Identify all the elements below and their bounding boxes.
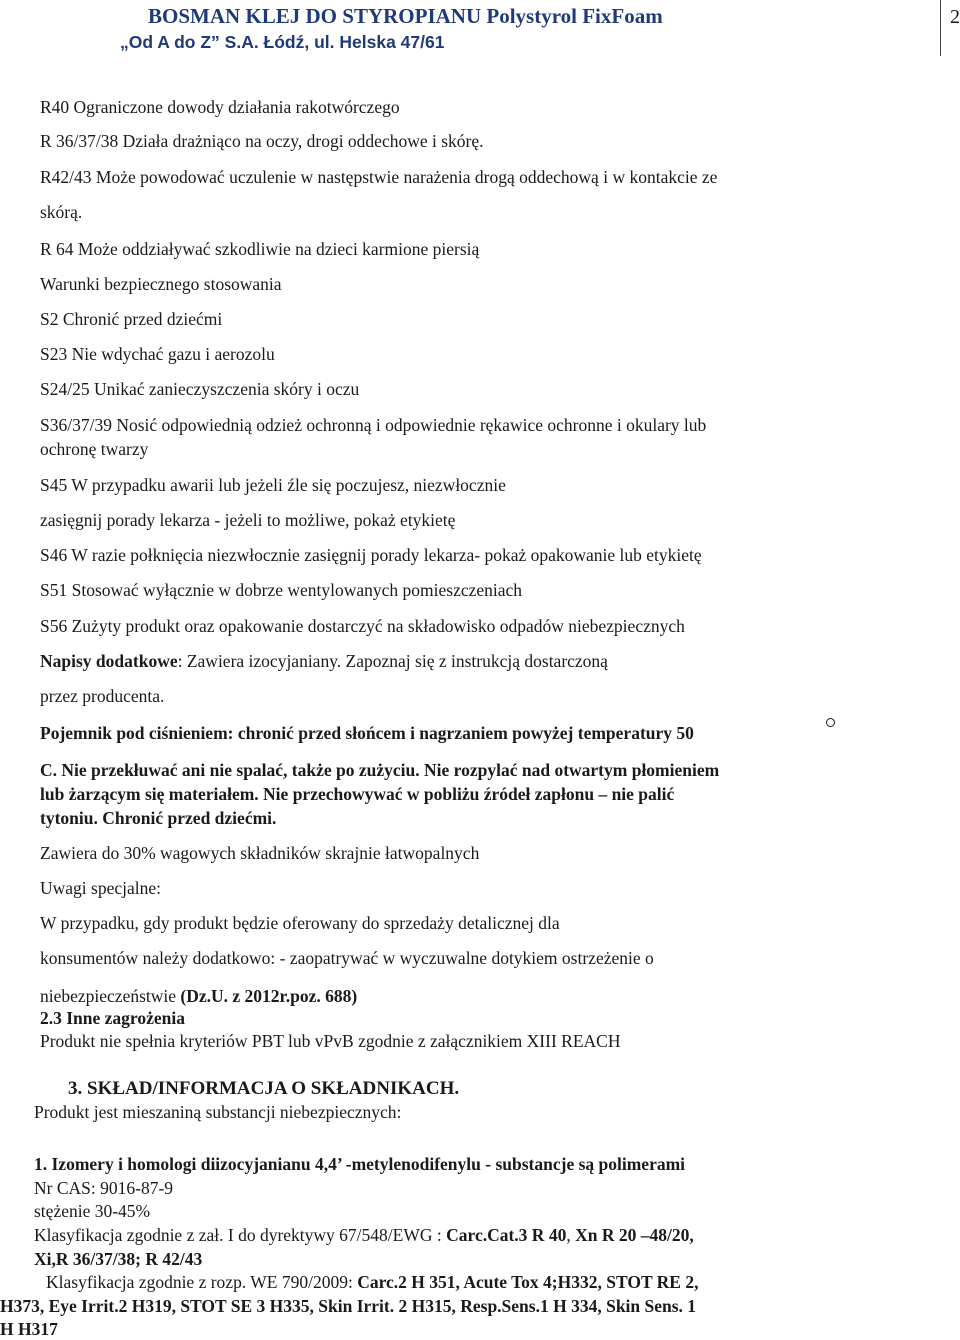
text-lub-line: lub żarzącym się materiałem. Nie przechowywać w pobliżu źródeł zapłonu – nie palić [40, 784, 675, 804]
text-przez: przez producenta. [40, 686, 165, 706]
text-s56: S56 Zużyty produkt oraz opakowanie dostarczyć na składowisko odpadów niebezpiecznych [40, 616, 685, 636]
klas1-carc: Carc.Cat.3 R 40 [446, 1225, 567, 1245]
text-mieszanina: Produkt jest mieszaniną substancji niebezpiecznych: [34, 1102, 402, 1122]
text-zawiera: Zawiera do 30% wagowych składników skrajnie łatwopalnych [40, 843, 480, 863]
text-klasyfikacja-1-cont: Xi,R 36/37/38; R 42/43 [34, 1249, 203, 1269]
text-klasyfikacja-1 [34, 1224, 694, 1246]
text-r42-line2: skórą. [40, 202, 83, 222]
text-klasyfikacja-2-end: H H317 [0, 1319, 58, 1339]
text-s2: S2 Chronić przed dziećmi [40, 309, 223, 329]
klas1-sep: , [566, 1225, 576, 1245]
text-s51: S51 Stosować wyłącznie w dobrze wentylowanych pomieszczeniach [40, 580, 523, 600]
text-s46: S46 W razie połknięcia niezwłocznie zasięgnij porady lekarza- pokaż opakowanie lub etykietę [40, 545, 702, 565]
text-c-line: C. Nie przekłuwać ani nie spalać, także po zużyciu. Nie rozpylać nad otwartym płomieniem [40, 760, 720, 780]
text-pojemnik: Pojemnik pod ciśnieniem: chronić przed słońcem i nagrzaniem powyżej temperatury 50 [40, 723, 694, 743]
napisy-text: : Zawiera izocyjaniany. Zapoznaj się z instrukcją dostarczoną [177, 651, 608, 671]
header-divider [940, 0, 941, 56]
text-s45-line2: zasięgnij porady lekarza - jeżeli to możliwe, pokaż etykietę [40, 510, 456, 530]
klas2-prefix: Klasyfikacja zgodnie z rozp. WE 790/2009: [46, 1272, 358, 1292]
text-wprzypadku: W przypadku, gdy produkt będzie oferowany do sprzedaży detalicznej dla [40, 913, 560, 933]
section-warunki: Warunki bezpiecznego stosowania [40, 274, 282, 294]
text-r40: R40 Ograniczone dowody działania rakotwórczego [40, 97, 400, 117]
text-pbt: Produkt nie spełnia kryteriów PBT lub vPvB zgodnie z załącznikiem XIII REACH [40, 1031, 621, 1051]
text-klasyfikacja-2-cont: H373, Eye Irrit.2 H319, STOT SE 3 H335, Skin Irrit. 2 H315, Resp.Sens.1 H 334, Skin Sens. 1 [0, 1296, 697, 1316]
degree-symbol [826, 718, 835, 727]
document-title: BOSMAN KLEJ DO STYROPIANU Polystyrol FixFoam [148, 4, 663, 28]
section-inne-zagrozenia: 2.3 Inne zagrożenia [40, 1008, 186, 1028]
klas1-prefix: Klasyfikacja zgodnie z zał. I do dyrektywy 67/548/EWG : [34, 1225, 447, 1245]
text-s45-line1: S45 W przypadku awarii lub jeżeli źle się poczujesz, niezwłocznie [40, 475, 506, 495]
text-konsumentow: konsumentów należy dodatkowo: - zaopatrywać w wyczuwalne dotykiem ostrzeżenie o [40, 948, 654, 968]
text-r42-line1: R42/43 Może powodować uczulenie w następstwie narażenia drogą oddechową i w kontakcie ze [40, 167, 718, 187]
text-cas: Nr CAS: 9016-87-9 [34, 1178, 174, 1198]
text-tytoniu: tytoniu. Chronić przed dziećmi. [40, 808, 277, 828]
text-item1: 1. Izomery i homologi diizocyjanianu 4,4’ -metylenodifenylu - substancje są polimerami [34, 1154, 686, 1174]
text-s36-line1: S36/37/39 Nosić odpowiednią odzież ochronną i odpowiednie rękawice ochronne i okulary lub [40, 415, 707, 435]
text-r64: R 64 Może oddziaływać szkodliwie na dzieci karmione piersią [40, 239, 480, 259]
klas2-carc: Carc.2 H 351, Acute Tox 4;H332, STOT RE 2, [357, 1272, 699, 1292]
text-uwagi: Uwagi specjalne: [40, 878, 161, 898]
niebezp-text: niebezpieczeństwie [40, 986, 181, 1006]
klas1-xn: Xn R 20 –48/20, [575, 1225, 694, 1245]
section-sklad: 3. SKŁAD/INFORMACJA O SKŁADNIKACH. [68, 1078, 460, 1099]
text-s2425: S24/25 Unikać zanieczyszczenia skóry i oczu [40, 379, 360, 399]
text-r36: R 36/37/38 Działa drażniąco na oczy, drogi oddechowe i skórę. [40, 131, 484, 151]
text-napisy [40, 650, 608, 672]
company-address: „Od A do Z” S.A. Łódź, ul. Helska 47/61 [120, 32, 445, 52]
text-stezenie: stężenie 30-45% [34, 1201, 151, 1221]
niebezp-ref: (Dz.U. z 2012r.poz. 688) [180, 986, 358, 1006]
text-niebezpieczenstwie [40, 985, 357, 1007]
text-s23: S23 Nie wdychać gazu i aerozolu [40, 344, 275, 364]
text-klasyfikacja-2 [46, 1271, 698, 1293]
page-number: 2 [950, 6, 960, 28]
text-s36-line2: ochronę twarzy [40, 439, 149, 459]
napisy-label: Napisy dodatkowe [40, 651, 178, 671]
